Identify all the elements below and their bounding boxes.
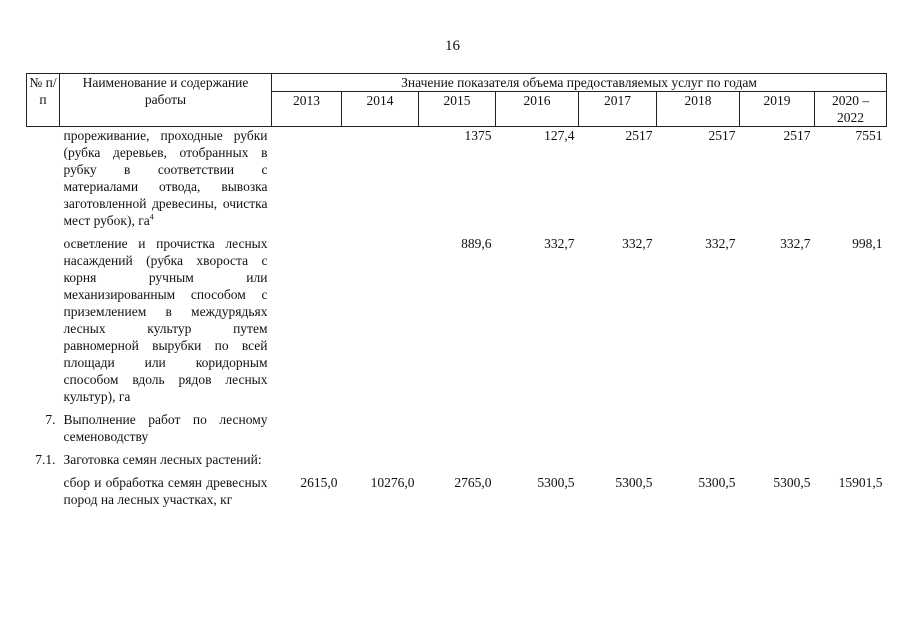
value-cell: 10276,0: [370, 475, 415, 490]
value-cell: 5300,5: [698, 475, 736, 490]
row-number: 7.: [45, 412, 56, 427]
value-cell: [579, 451, 657, 474]
value-cell: 5300,5: [537, 475, 575, 490]
value-cell: [579, 411, 657, 451]
value-cell: 7551: [855, 128, 883, 143]
value-cell: 332,7: [544, 236, 575, 251]
value-cell: [342, 411, 419, 451]
value-cell: 5300,5: [773, 475, 811, 490]
row-number: 7.1.: [35, 452, 56, 467]
value-cell: [419, 411, 496, 451]
page-number: 16: [445, 38, 460, 54]
value-cell: [496, 411, 579, 451]
value-cell: [342, 235, 419, 411]
row-name: Заготовка семян лесных растений:: [63, 452, 262, 467]
table-row: [27, 474, 887, 508]
value-cell: [815, 411, 887, 451]
value-cell: [272, 127, 342, 236]
header-year: 2015: [419, 92, 496, 127]
value-cell: 998,1: [852, 236, 883, 251]
row-name-text: прореживание, проходные рубки (рубка деревьев, отобранных в рубку в соответствии с материалами отвода, вывозка заготовленной древесины, очистка мест рубок), га: [63, 128, 268, 228]
row-name: осветление и прочистка лесных насаждений (рубка хвороста с корня ручным или механизированным способом с приземлением в междурядьях лесных культур путем равномерной вырубки по всей площади или коридорным способом вдоль рядов лесных культур), га: [63, 236, 268, 404]
row-number: [27, 127, 60, 236]
value-cell: 332,7: [705, 236, 736, 251]
header-year: 2019: [740, 92, 815, 127]
row-name: Выполнение работ по лесному семеноводству: [63, 412, 268, 444]
value-cell: [419, 451, 496, 474]
table-row: [27, 411, 887, 451]
header-year: 2018: [657, 92, 740, 127]
value-cell: [272, 451, 342, 474]
value-cell: [496, 451, 579, 474]
value-cell: [657, 451, 740, 474]
value-cell: 2765,0: [454, 475, 492, 490]
value-cell: [740, 411, 815, 451]
value-cell: 127,4: [544, 128, 575, 143]
value-cell: [657, 411, 740, 451]
row-number: [27, 235, 60, 411]
row-name: [60, 127, 272, 236]
value-cell: [342, 127, 419, 236]
table-row: [27, 235, 887, 411]
row-number: [27, 474, 60, 508]
table-row: [27, 451, 887, 474]
value-cell: 2517: [708, 128, 736, 143]
header-row-1: [27, 74, 887, 92]
header-year: 2014: [342, 92, 419, 127]
value-cell: [272, 235, 342, 411]
value-cell: 889,6: [461, 236, 492, 251]
value-cell: [342, 451, 419, 474]
value-cell: 2517: [625, 128, 653, 143]
value-cell: 2615,0: [300, 475, 338, 490]
header-year: 2013: [272, 92, 342, 127]
footnote-marker: 4: [149, 212, 154, 222]
value-cell: 2517: [783, 128, 811, 143]
header-year: 2020 – 2022: [815, 92, 887, 127]
header-values-title: Значение показателя объема предоставляемых услуг по годам: [272, 74, 887, 92]
table-row: [27, 127, 887, 236]
row-name: сбор и обработка семян древесных пород на лесных участках, кг: [63, 475, 268, 507]
value-cell: 5300,5: [615, 475, 653, 490]
services-volume-table: [26, 73, 887, 508]
header-name: Наименование и содержание работы: [60, 74, 272, 127]
value-cell: [815, 451, 887, 474]
value-cell: 1375: [464, 128, 492, 143]
value-cell: 332,7: [780, 236, 811, 251]
header-year: 2016: [496, 92, 579, 127]
header-year: 2017: [579, 92, 657, 127]
header-number: № п/п: [27, 74, 60, 127]
value-cell: 332,7: [622, 236, 653, 251]
value-cell: [740, 451, 815, 474]
value-cell: [272, 411, 342, 451]
value-cell: 15901,5: [838, 475, 883, 490]
